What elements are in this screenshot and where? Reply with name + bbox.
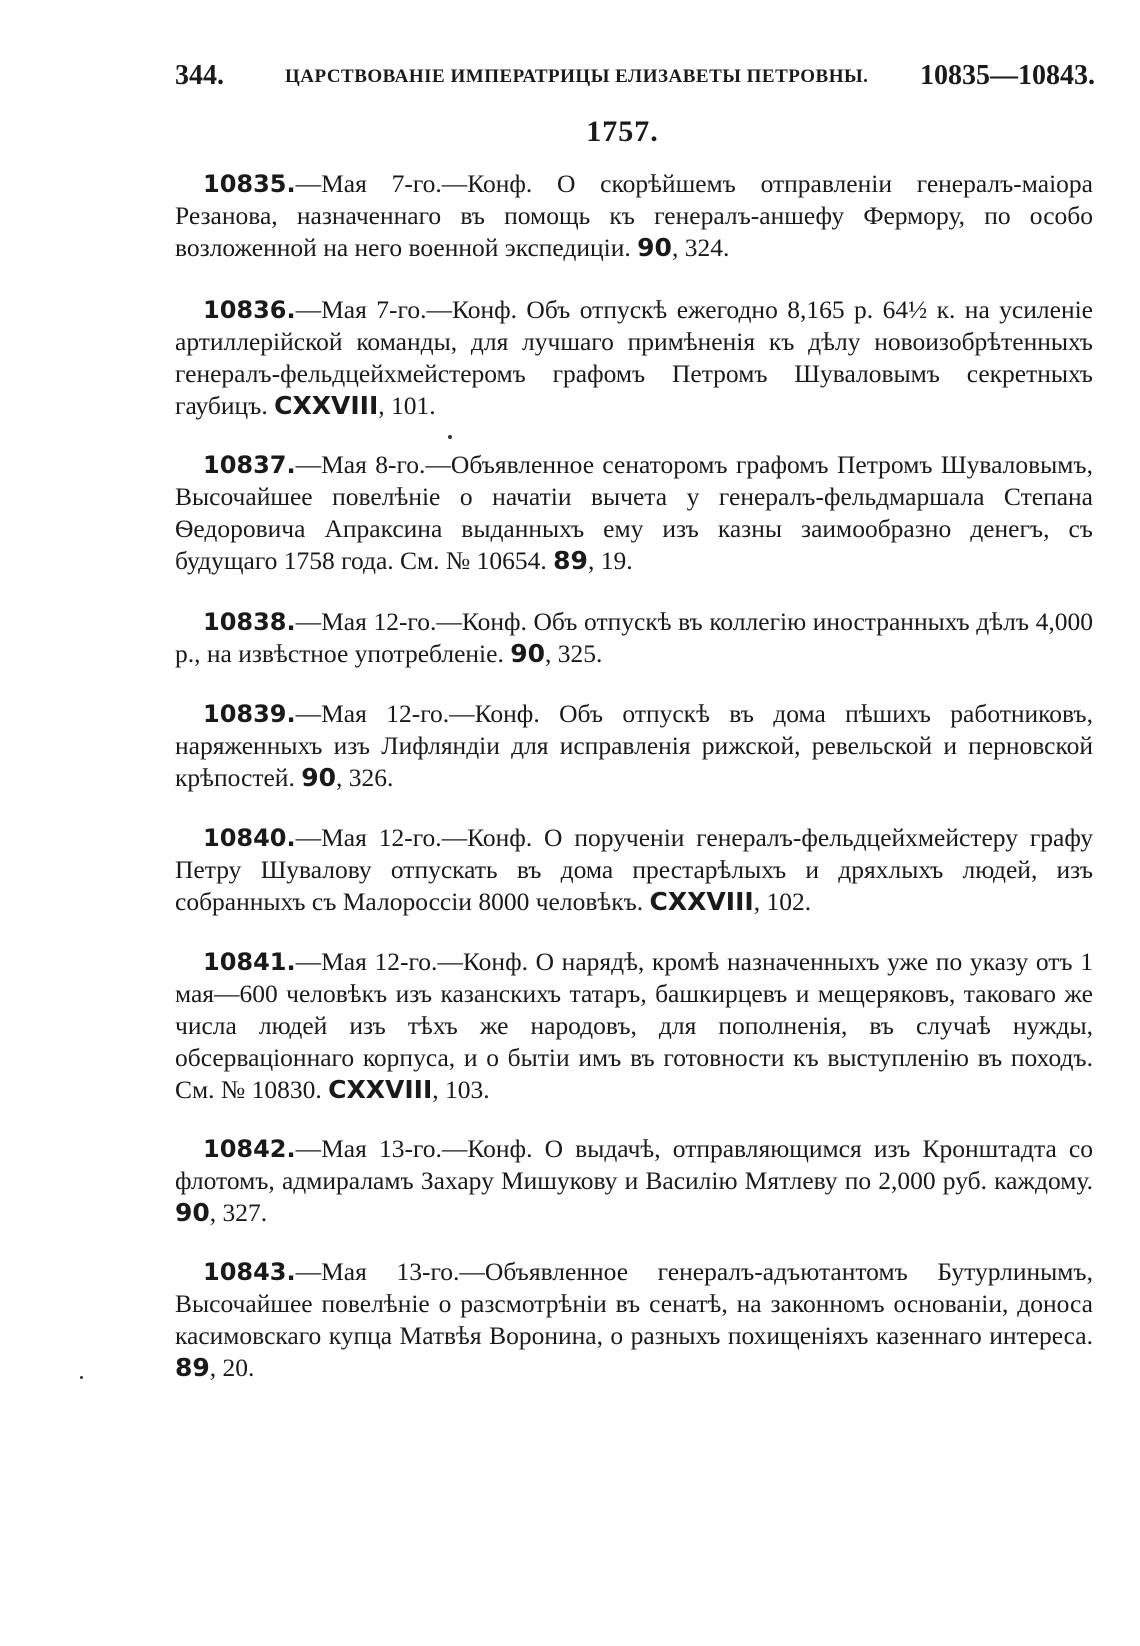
entry-10839 [175, 698, 1093, 794]
entry-text: —Мая 12-го.—Конф. Объ отпускѣ въ коллегію иностранныхъ дѣлъ 4,000 р., на извѣстное употребленіе. [175, 606, 1093, 668]
entry-10840 [175, 822, 1093, 918]
running-head [175, 60, 1095, 100]
entry-source-page: , 326. [336, 762, 394, 792]
entry-10838 [175, 606, 1093, 670]
entry-10842 [175, 1133, 1093, 1229]
entry-text: —Мая 7-го.—Конф. Объ отпускѣ ежегодно 8,165 р. 64½ к. на усиленіе артиллерійской команды, для лучшаго примѣненія къ дѣлу новоизобрѣтенныхъ генералъ-фельдцейхмейстеромъ графомъ Петромъ Шуваловымъ секретныхъ гаубицъ. [175, 294, 1093, 420]
entry-text: —Мая 8-го.—Объявленное сенаторомъ графомъ Петромъ Шуваловымъ, Высочайшее повелѣніе о начатіи вычета у генералъ-фельдмаршала Степана Ѳедоровича Апраксина выданныхъ ему изъ казны заимообразно денегъ, съ будущаго 1758 года. См. № 10654. [175, 449, 1093, 575]
print-speck [80, 1376, 83, 1379]
entry-number: 10837. [203, 450, 296, 479]
entry-number: 10840. [203, 823, 296, 852]
entry-number: 10841. [203, 947, 296, 976]
entry-text: —Мая 12-го.—Конф. О порученіи генералъ-фельдцейхмейстеру графу Петру Шувалову отпускать въ дома престарѣлыхъ и дряхлыхъ людей, изъ собранныхъ съ Малороссіи 8000 человѣкъ. [175, 822, 1093, 916]
entry-source: 89 [175, 1352, 210, 1382]
entry-number: 10835. [203, 169, 296, 198]
entry-number: 10836. [203, 295, 296, 324]
entry-10836 [175, 294, 1093, 422]
entry-source: 90 [175, 1197, 210, 1227]
entry-source-page: , 102. [753, 886, 812, 916]
entry-source: CXXVIII [328, 1074, 433, 1104]
entry-10835 [175, 168, 1093, 264]
entry-range: 10835—10843. [920, 60, 1095, 91]
entry-text: —Мая 12-го.—Конф. О нарядѣ, кромѣ назначенныхъ уже по указу отъ 1 мая—600 человѣкъ изъ казанскихъ татаръ, башкирцевъ и мещеряковъ, таковаго же числа людей изъ тѣхъ же народовъ, для пополненія, въ случаѣ нужды, обсерваціоннаго корпуса, и о бытіи имъ въ готовности къ выступленію въ походъ. См. № 10830. [175, 946, 1093, 1104]
entry-10841 [175, 946, 1093, 1106]
entry-text: —Мая 12-го.—Конф. Объ отпускѣ въ дома пѣшихъ работниковъ, наряженныхъ изъ Лифляндіи для исправленія рижской, ревельской и перновской крѣпостей. [175, 698, 1093, 792]
running-title: ЦАРСТВОВАНІЕ ИМПЕРАТРИЦЫ ЕЛИЗАВЕТЫ ПЕТРОВНЫ. [285, 66, 869, 87]
entry-text: —Мая 7-го.—Конф. О скорѣйшемъ отправленіи генералъ-маіора Резанова, назначеннаго въ помощь къ генералъ-аншефу Фермору, по особо возложенной на него военной экспедиціи. [175, 168, 1093, 262]
entry-source: 90 [510, 638, 545, 668]
page-number: 344. [175, 60, 224, 91]
entry-source-page: , 20. [209, 1352, 255, 1382]
entry-text: —Мая 13-го.—Объявленное генералъ-адъютантомъ Бутурлинымъ, Высочайшее повелѣніе о разсмотрѣніи въ сенатѣ, на законномъ основаніи, доноса касимовскаго купца Матвѣя Воронина, о разныхъ похищеніяхъ казеннаго интереса. [175, 1256, 1093, 1350]
entry-source-page: , 103. [432, 1074, 490, 1104]
entry-source-page: , 327. [209, 1197, 268, 1227]
entry-source-page: , 325. [545, 638, 603, 668]
entry-number: 10843. [203, 1257, 296, 1286]
entry-number: 10838. [203, 607, 296, 636]
entry-source: 89 [553, 545, 588, 575]
entry-text: —Мая 13-го.—Конф. О выдачѣ, отправляющимся изъ Кронштадта со флотомъ, адмираламъ Захару Мишукову и Василію Мятлеву по 2,000 руб. каждому. [175, 1133, 1093, 1195]
entry-source: CXXVIII [649, 886, 754, 916]
entry-10837 [175, 449, 1093, 577]
entry-10843 [175, 1256, 1093, 1384]
entry-source: 90 [301, 762, 336, 792]
entry-source-page: , 19. [587, 545, 633, 575]
entry-source-page: , 101. [378, 390, 436, 420]
entry-number: 10842. [203, 1134, 296, 1163]
entry-source: 90 [637, 232, 672, 262]
entry-source-page: , 324. [671, 232, 730, 262]
entry-source: CXXVIII [274, 390, 379, 420]
entry-number: 10839. [203, 699, 296, 728]
print-speck [448, 435, 452, 439]
year-heading: 1757. [586, 115, 659, 148]
